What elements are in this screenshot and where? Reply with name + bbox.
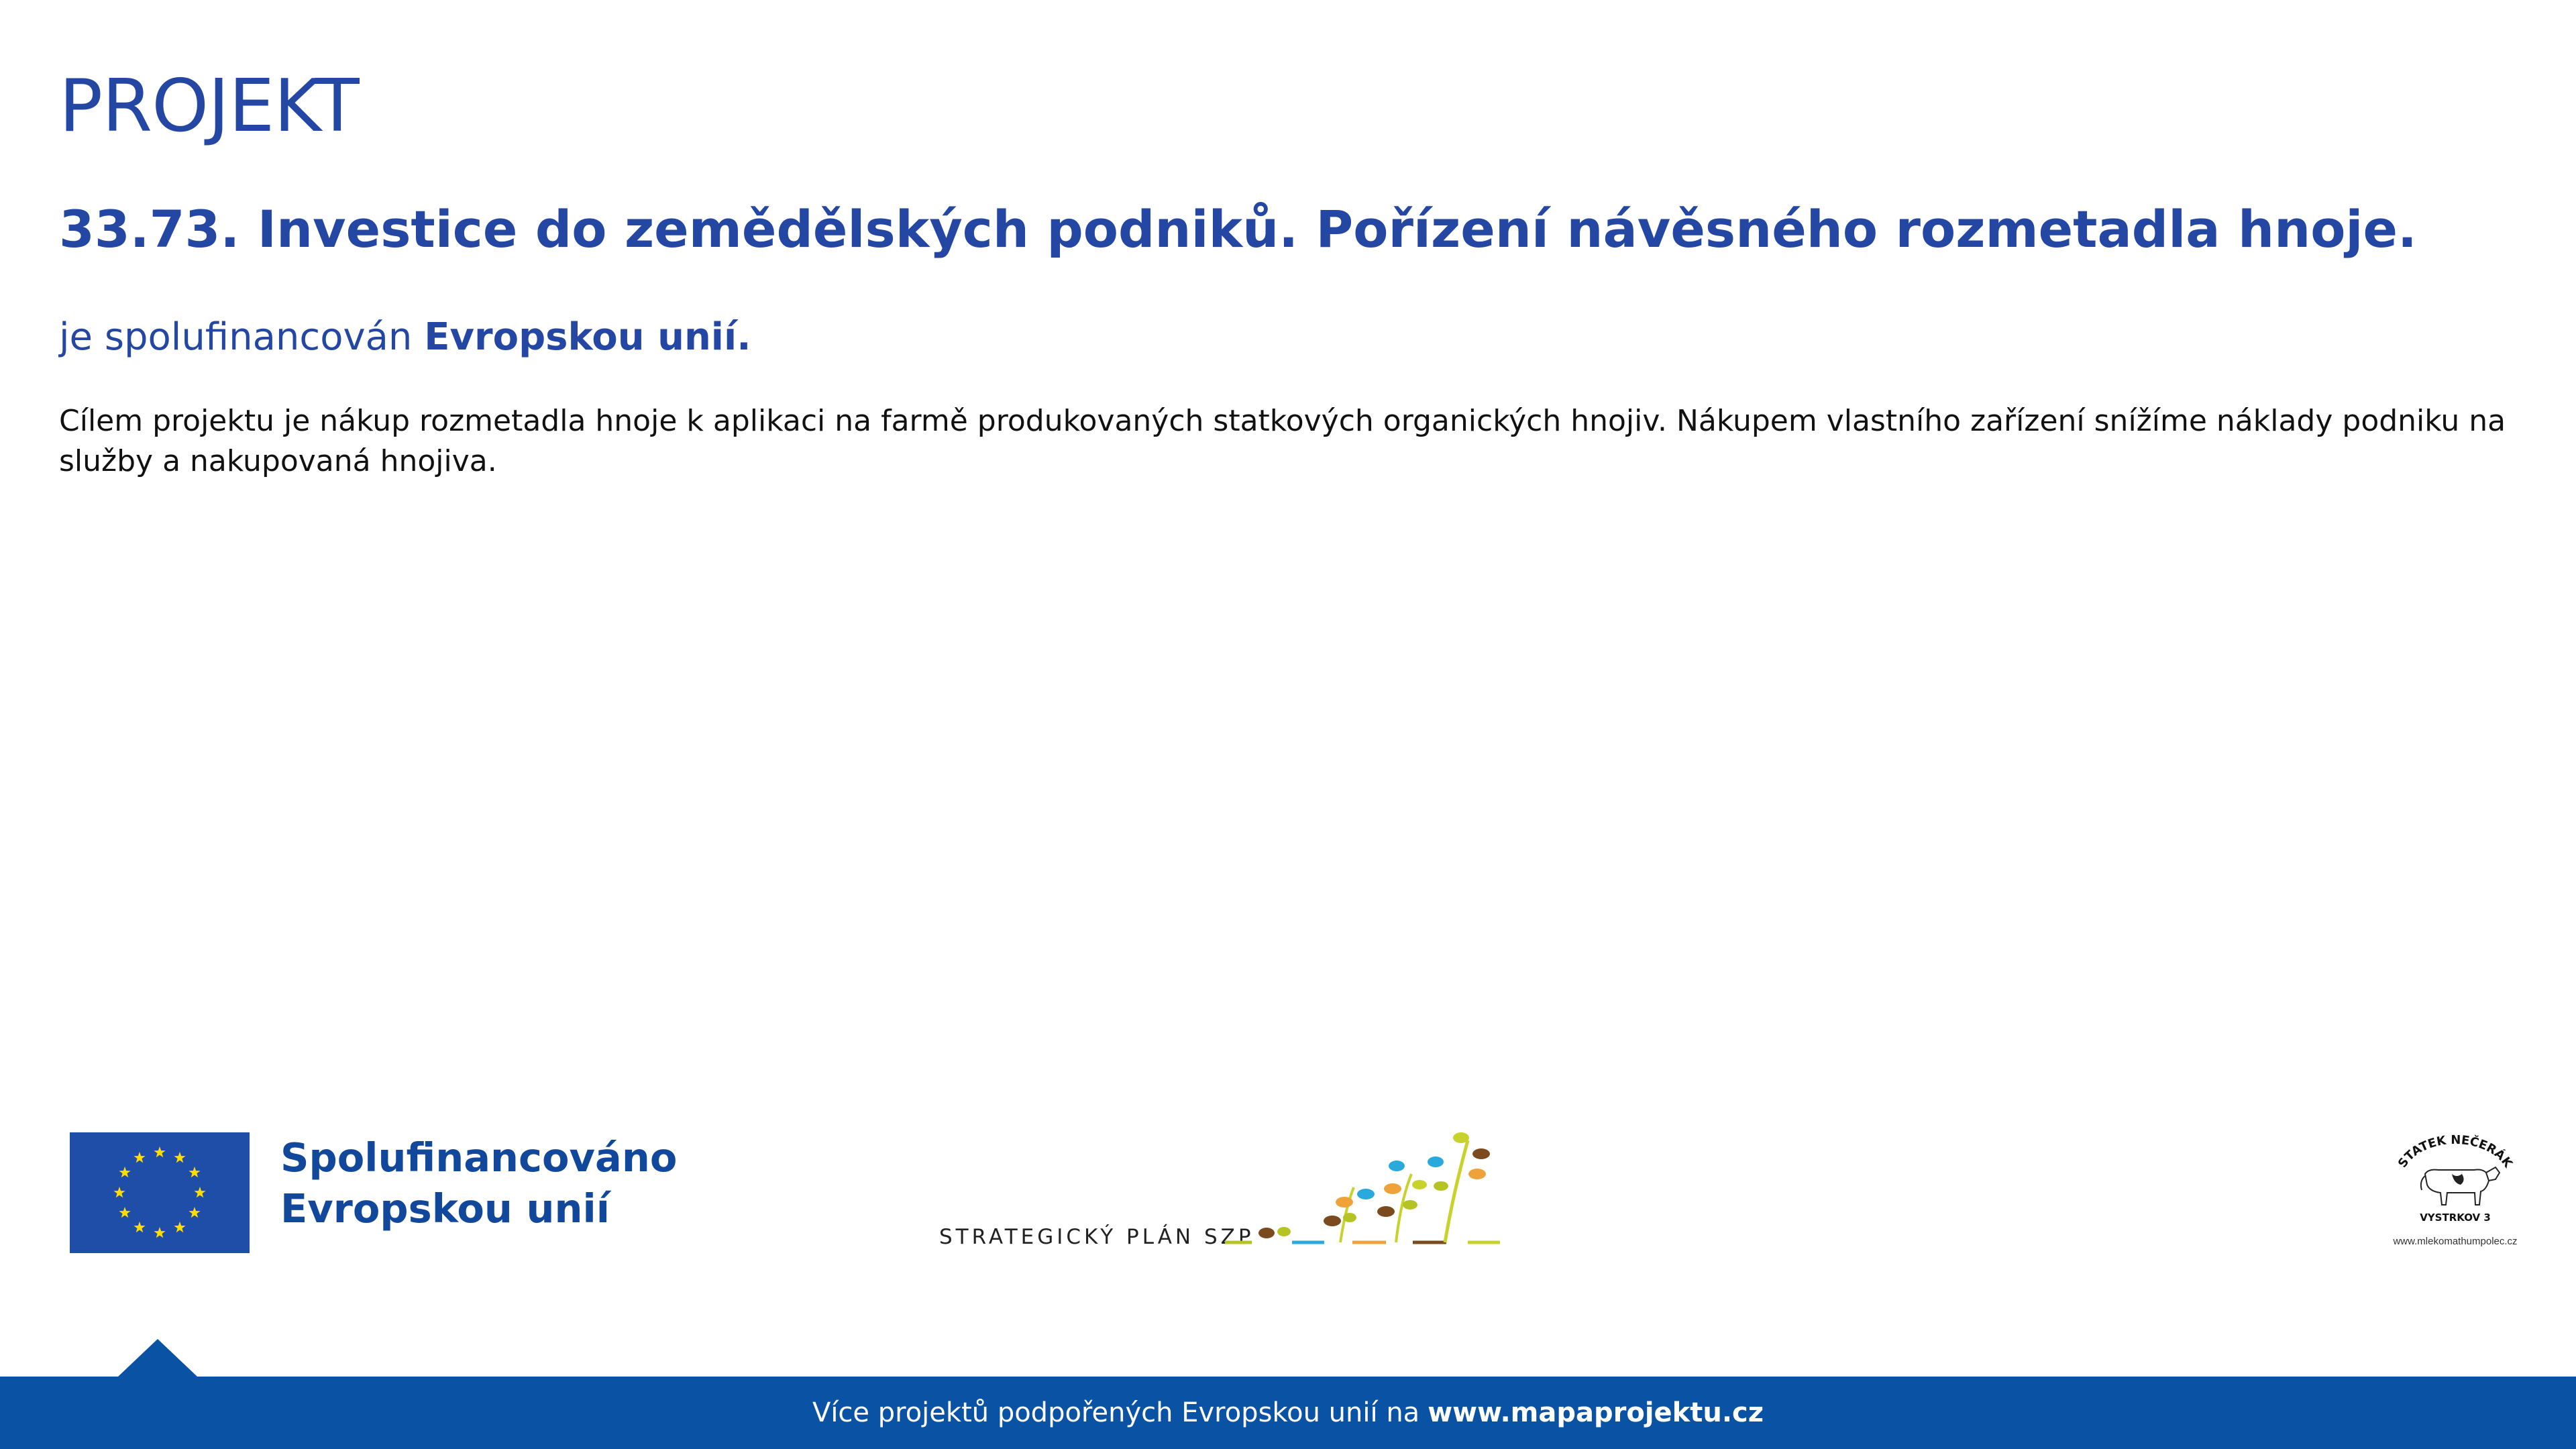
cow-icon [2388, 1134, 2522, 1234]
project-title: 33.73. Investice do zemědělských podniků. Pořízení návěsného rozmetadla hnoje. [59, 199, 2417, 259]
szp-sprouts-icon [1225, 1127, 1527, 1261]
footer-link[interactable]: www.mapaprojektu.cz [1428, 1397, 1764, 1428]
cofinanced-line [59, 315, 751, 359]
statek-url: www.mlekomathumpolec.cz [2393, 1236, 2518, 1247]
szp-logo [936, 1127, 1527, 1261]
statek-necerak-logo [2388, 1134, 2522, 1254]
eu-logo-line1: Spolufinancováno [280, 1134, 678, 1181]
statek-top-text: STATEK NEČERÁK [2395, 1134, 2516, 1171]
eu-flag-icon [70, 1132, 250, 1253]
eu-logo-text [280, 1132, 678, 1234]
cofinanced-prefix: je spolufinancován [59, 315, 413, 359]
footer-text: Více projektů podpořených Evropskou unií na [812, 1397, 1420, 1428]
project-description: Cílem projektu je nákup rozmetadla hnoje k aplikaci na farmě produkovaných statkových organických hnojiv. Nákupem vlastního zařízení snížíme náklady podniku na služby a nakupovaná hnojiva. [59, 404, 2506, 478]
statek-bottom-text: VYSTRKOV 3 [2420, 1212, 2491, 1224]
page-heading: PROJEKT [59, 64, 359, 148]
szp-logo-text: STRATEGICKÝ PLÁN SZP [939, 1225, 1254, 1249]
footer-notch [118, 1339, 197, 1377]
eu-logo-line2: Evropskou unií [280, 1185, 610, 1232]
footer-bar [0, 1377, 2576, 1449]
svg-text:STATEK NEČERÁK [2396, 1134, 2516, 1171]
cofinanced-bold: Evropskou unií. [424, 315, 751, 359]
eu-cofinanced-logo [70, 1132, 678, 1253]
